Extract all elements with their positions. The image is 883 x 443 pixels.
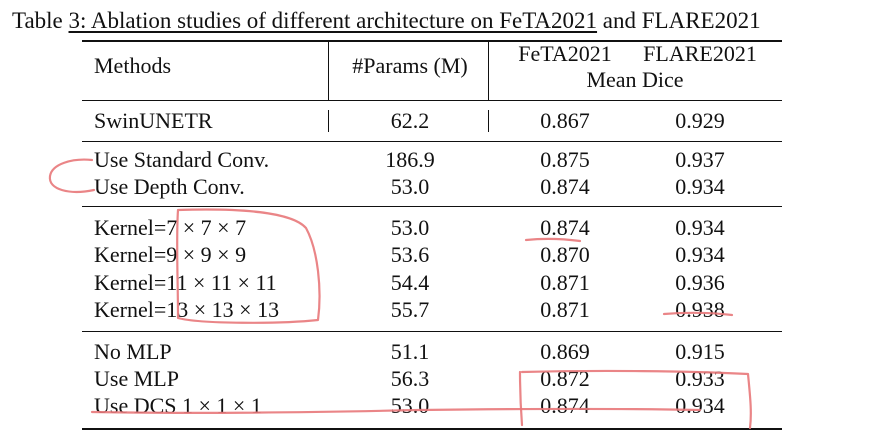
group-rule-2 [82,206,782,207]
row-method: SwinUNETR [94,108,213,133]
row-feta: 0.874 [540,215,590,240]
row-flare: 0.937 [675,147,725,172]
row-params: 53.0 [390,174,430,199]
header-separator-2 [488,41,489,100]
row-method: Kernel=7 × 7 × 7 [94,215,247,240]
row-flare: 0.915 [675,339,725,364]
row-params: 186.9 [385,147,435,172]
row-params: 54.4 [390,270,430,295]
bracket-annotation [50,160,94,192]
caption-underlined: 3: Ablation studies of different architecture on FeTA2021 [68,8,598,33]
row-feta: 0.872 [540,366,590,391]
row-params: 53.0 [390,215,430,240]
header-rule [82,100,782,101]
row-feta: 0.870 [540,242,590,267]
row-params: 53.6 [390,242,430,267]
header-params: #Params (M) [352,53,468,78]
row-params: 53.0 [390,393,430,418]
row-feta: 0.869 [540,339,590,364]
row-feta: 0.871 [540,297,590,322]
row-feta: 0.867 [540,108,590,133]
row-flare: 0.933 [675,366,725,391]
row-params: 51.1 [390,339,430,364]
row-flare: 0.938 [675,297,725,322]
row-feta: 0.875 [540,147,590,172]
row-flare: 0.934 [675,215,725,240]
row-method: Use Depth Conv. [94,174,245,199]
row-method: Use MLP [94,366,179,391]
row-params: 55.7 [390,297,430,322]
row-method: Kernel=9 × 9 × 9 [94,242,247,267]
row-flare: 0.934 [675,393,725,418]
row-flare: 0.929 [675,108,725,133]
group-rule-1 [82,141,782,142]
row-feta: 0.874 [540,393,590,418]
row-separator-1b [488,110,489,132]
row-params: 56.3 [390,366,430,391]
header-flare: FLARE2021 [643,41,757,66]
bottom-rule [82,428,782,430]
row-flare: 0.934 [675,242,725,267]
row-feta: 0.874 [540,174,590,199]
row-method: Kernel=13 × 13 × 13 [94,297,280,322]
row-method: Kernel=11 × 11 × 11 [94,270,277,295]
header-feta: FeTA2021 [518,41,612,66]
row-separator-1a [328,110,329,132]
row-flare: 0.936 [675,270,725,295]
row-method: No MLP [94,339,172,364]
table-caption [12,6,761,36]
row-params: 62.2 [390,108,430,133]
caption-suffix: and FLARE2021 [597,8,761,33]
row-method: Use Standard Conv. [94,147,270,172]
header-metric: Mean Dice [586,67,684,92]
group-rule-3 [82,331,782,332]
row-feta: 0.871 [540,270,590,295]
caption-prefix: Table [12,8,69,33]
row-method: Use DCS 1 × 1 × 1 [94,393,262,418]
header-methods: Methods [94,53,171,78]
header-separator-1 [328,41,329,100]
row-flare: 0.934 [675,174,725,199]
